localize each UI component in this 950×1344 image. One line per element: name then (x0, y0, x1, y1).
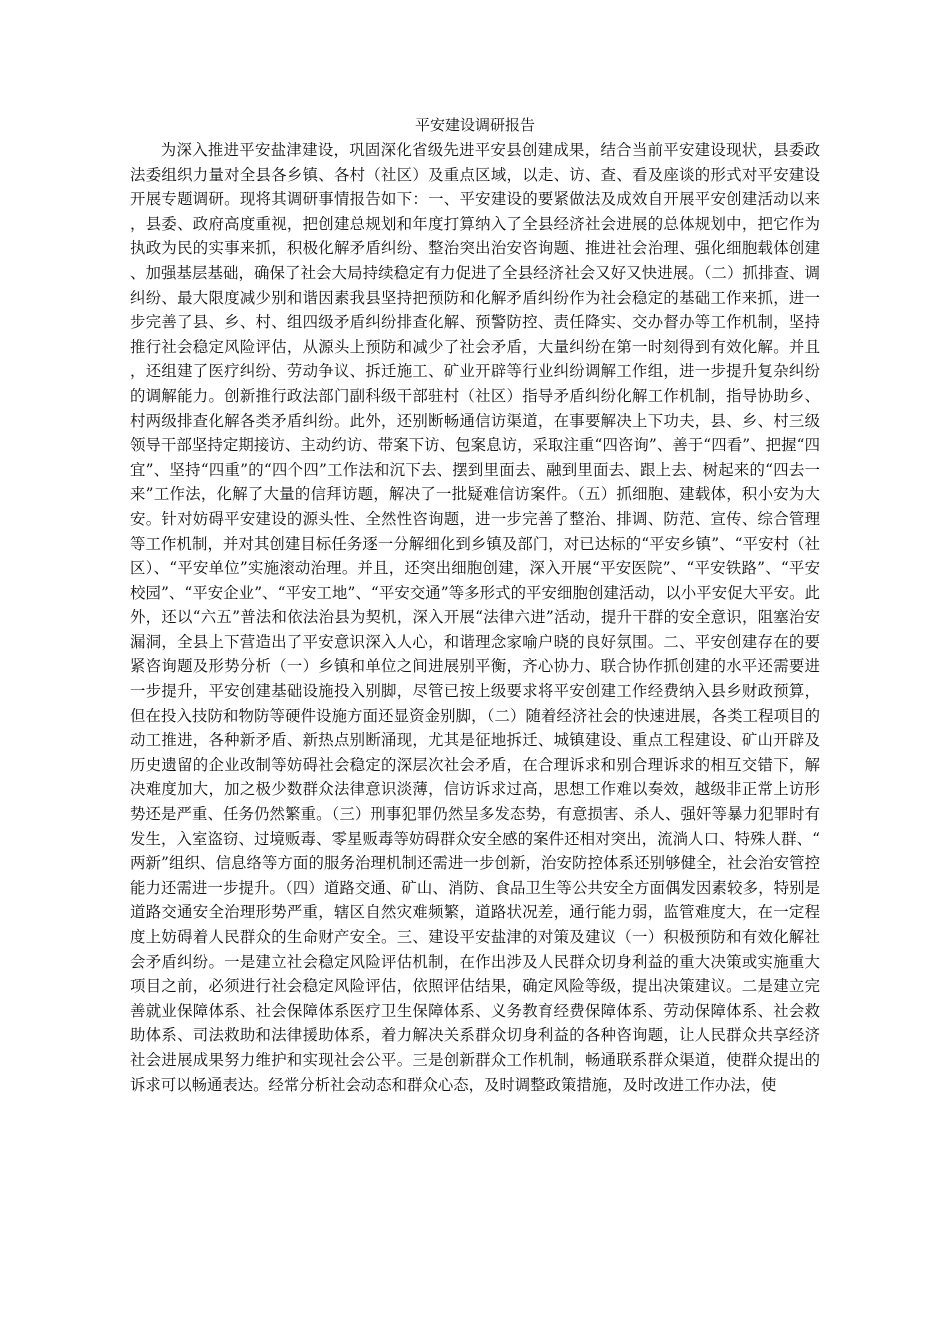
document-title: 平安建设调研报告 (414, 116, 535, 134)
document-body-paragraph: 为深入推进平安盐津建设，巩固深化省级先进平安县创建成果，结合当前平安建设现状，县委政法委组织力量对全县各乡镇、各村（社区）及重点区域，以走、访、查、看及座谈的形式对平安建设开展专题调研。现将其调研事情报告如下：一、平安建设的要紧做法及成效自开展平安创建活动以来，县委、政府高度重视，把创建总规划和年度打算纳入了全县经济社会进展的总体规划中，把它作为执政为民的实事来抓，积极化解矛盾纠纷、整治突出治安咨询题、推进社会治理、强化细胞载体创建、加强基层基础，确保了社会大局持续稳定有力促进了全县经济社会又好又快进展。（二）抓排查、调纠纷、最大限度减少别和谐因素我县坚持把预防和化解矛盾纠纷作为社会稳定的基础工作来抓，进一步完善了县、乡、村、组四级矛盾纠纷排查化解、预警防控、责任降实、交办督办等工作机制，坚持推行社会稳定风险评估，从源头上预防和减少了社会矛盾，大量纠纷在第一时刻得到有效化解。并且，还组建了医疗纠纷、劳动争议、拆迁施工、矿业开辟等行业纠纷调解工作组，进一步提升复杂纠纷的调解能力。创新推行政法部门副科级干部驻村（社区）指导矛盾纠纷化解工作机制，指导协助乡、村两级排查化解各类矛盾纠纷。此外，还别断畅通信访渠道，在事要解决上下功夫，县、乡、村三级领导干部坚持定期接访、主动约访、带案下访、包案息访，采取注重“四咨询”、善于“四看”、把握“四宜”、坚持“四重”的“四个四”工作法和沉下去、摆到里面去、融到里面去、跟上去、树起来的“四去一来”工作法，化解了大量的信拜访题，解决了一批疑难信访案件。（五）抓细胞、建载体，积小安为大安。针对妨碍平安建设的源头性、全然性咨询题，进一步完善了整治、排调、防范、宣传、综合管理等工作机制，并对其创建目标任务逐一分解细化到乡镇及部门，对已达标的“平安乡镇”、“平安村（社区）、“平安单位”实施滚动治理。并且，还突出细胞创建，深入开展“平安医院”、“平安铁路”、“平安校园”、“平安企业”、“平安工地”、“平安交通”等多形式的平安细胞创建活动，以小平安促大平安。此外，还以“六五”普法和依法治县为契机，深入开展“法律六进”活动，提升干群的安全意识，阻塞治安漏洞，全县上下营造出了平安意识深入人心，和谐理念家喻户晓的良好氛围。二、平安创建存在的要紧咨询题及形势分析（一）乡镇和单位之间进展别平衡，齐心协力、联合协作抓创建的水平还需要进一步提升，平安创建基础设施投入别脚，尽管已按上级要求将平安创建工作经费纳入县乡财政预算，但在投入技防和物防等硬件设施方面还显资金别脚，（二）随着经济社会的快速进展，各类工程项目的动工推进，各种新矛盾、新热点别断涌现，尤其是征地拆迁、城镇建设、重点工程建设、矿山开辟及历史遗留的企业改制等妨碍社会稳定的深层次社会矛盾，在合理诉求和别合理诉求的相互交错下，解决难度加大，加之极少数群众法律意识淡薄，信访诉求过高，思想工作难以奏效，越级非正常上访形势还是严重、任务仍然繁重。（三）刑事犯罪仍然呈多发态势，有意损害、杀人、强奸等暴力犯罪时有发生，入室盗窃、过境贩毒、零星贩毒等妨碍群众安全感的案件还相对突出，流淌人口、特殊人群、“两新”组织、信息络等方面的服务治理机制还需进一步创新，治安防控体系还别够健全，社会治安管控能力还需进一步提升。（四）道路交通、矿山、消防、食品卫生等公共安全方面偶发因素较多，特别是道路交通安全治理形势严重，辖区自然灾难频繁，道路状况差，通行能力弱，监管难度大，在一定程度上妨碍着人民群众的生命财产安全。三、建设平安盐津的对策及建议（一）积极预防和有效化解社会矛盾纠纷。一是建立社会稳定风险评估机制，在作出涉及人民群众切身利益的重大决策或实施重大项目之前，必须进行社会稳定风险评估，依照评估结果，确定风险等级，提出决策建议。二是建立完善就业保障体系、社会保障体系医疗卫生保障体系、义务教育经费保障体系、劳动保障体系、社会救助体系、司法救助和法律援助体系，着力解决关系群众切身利益的各种咨询题，让人民群众共享经济社会进展成果努力维护和实现社会公平。三是创新群众工作机制，畅通联系群众渠道，使群众提出的诉求可以畅通表达。经常分析社会动态和群众心态，及时调整政策措施，及时改进工作办法，使 (130, 141, 820, 1094)
